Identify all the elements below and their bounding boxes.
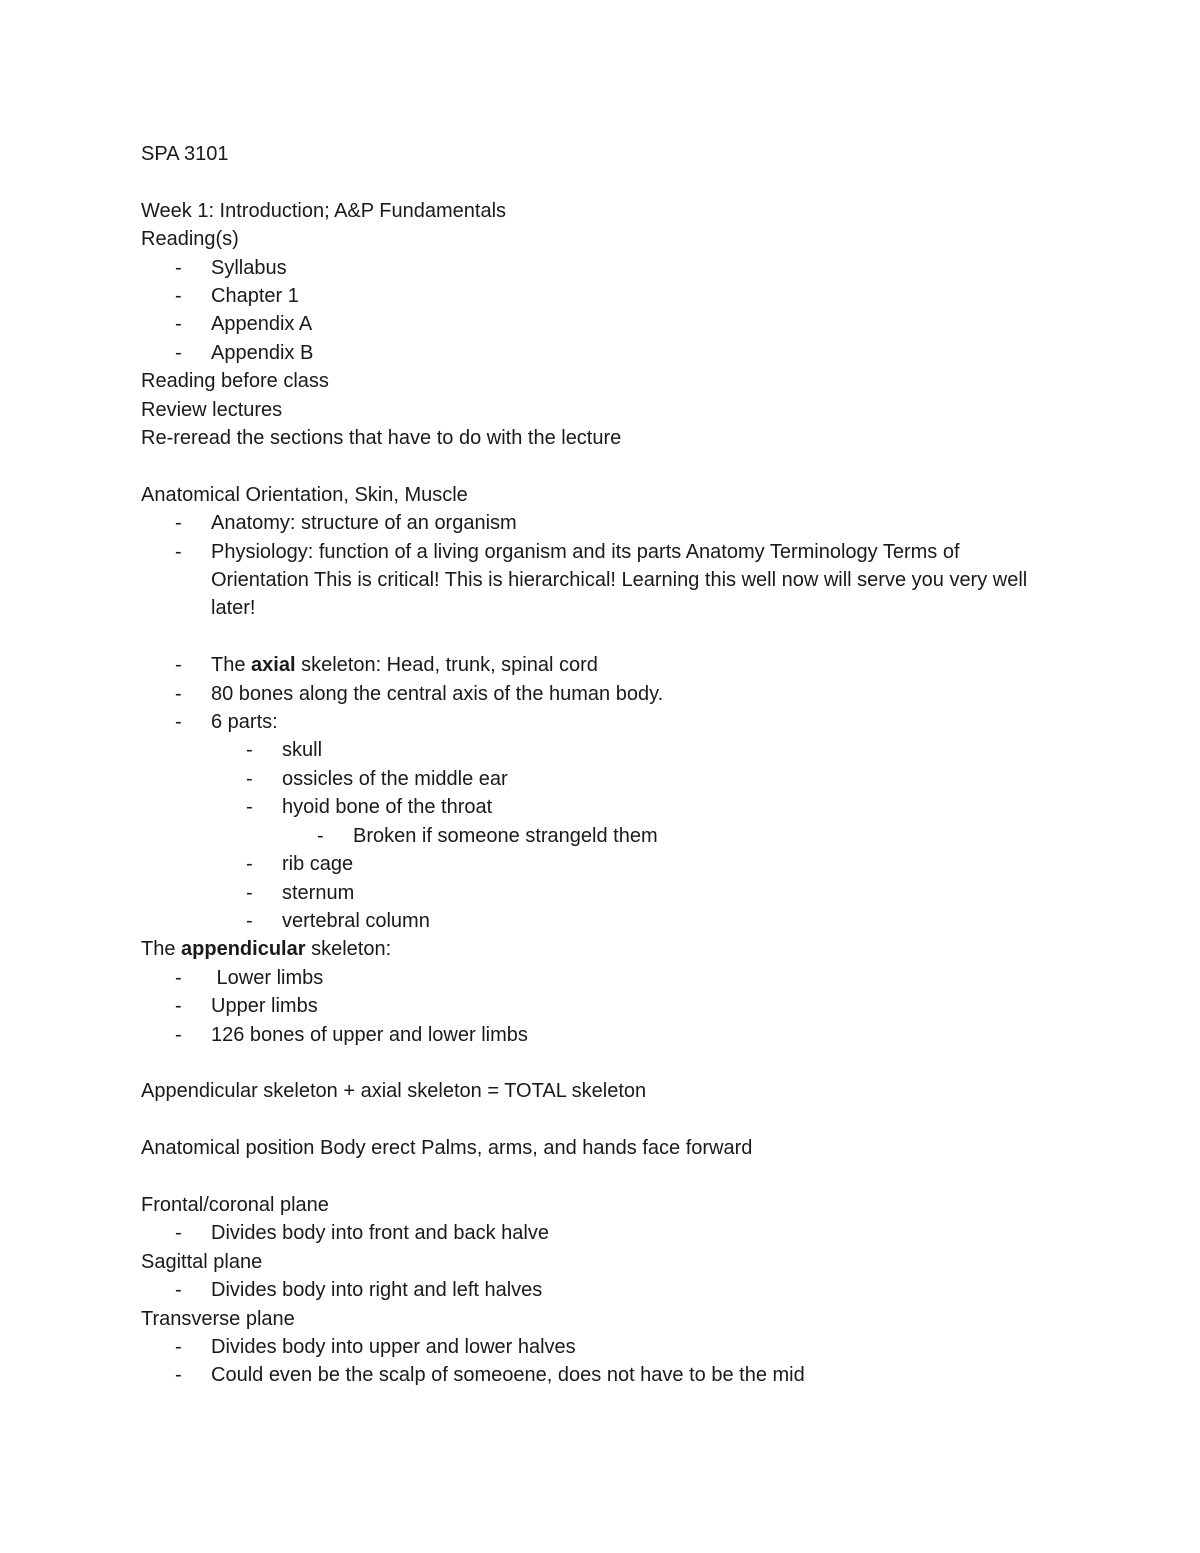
appendicular-bold: appendicular (181, 938, 306, 961)
plane-item (141, 1276, 1061, 1304)
dash-marker: - (175, 711, 182, 734)
dash-marker: - (317, 824, 324, 847)
axial-part-text: hyoid bone of the throat (282, 796, 493, 819)
appendicular-item-text: 126 bones of upper and lower limbs (211, 1023, 528, 1046)
appendicular-pre: The (141, 938, 182, 961)
appendicular-item (141, 992, 1061, 1020)
axial-item (141, 651, 1061, 679)
dash-marker: - (175, 654, 182, 677)
dash-marker: - (175, 1279, 182, 1302)
frontal-plane-heading: Frontal/coronal plane (141, 1193, 329, 1216)
axial-part-item (141, 736, 1061, 764)
definition-item (141, 509, 1061, 537)
tip-line: Reading before class (141, 370, 329, 393)
axial-bold: axial (251, 654, 296, 677)
dash-marker: - (246, 909, 253, 932)
dash-marker: - (175, 540, 182, 563)
axial-part-item (141, 850, 1061, 878)
document-page (141, 140, 1061, 1390)
dash-marker: - (246, 881, 253, 904)
dash-marker: - (175, 313, 182, 336)
hyoid-note: Broken if someone strangeld them (353, 824, 658, 847)
dash-marker: - (175, 285, 182, 308)
transverse-plane-desc: Could even be the scalp of someoene, does not have to be the mid (211, 1364, 805, 1387)
axial-parts-label: 6 parts: (211, 711, 278, 734)
definition-item (141, 538, 1061, 623)
week-heading: Week 1: Introduction; A&P Fundamentals (141, 199, 507, 222)
dash-marker: - (175, 1023, 182, 1046)
axial-post: skeleton: Head, trunk, spinal cord (295, 654, 598, 677)
axial-part-text: ossicles of the middle ear (282, 767, 508, 790)
physiology-definition: Physiology: function of a living organism and its parts Anatomy Terminology Terms of Orientation This is critical! This is hierarchical! Learning this well now will serve you very well later! (211, 540, 1028, 620)
sagittal-plane-heading: Sagittal plane (141, 1250, 263, 1273)
plane-item (141, 1361, 1061, 1389)
total-skeleton-line: Appendicular skeleton + axial skeleton = TOTAL skeleton (141, 1080, 647, 1103)
reading-item-text: Syllabus (211, 256, 287, 279)
dash-marker: - (175, 512, 182, 535)
reading-item-text: Appendix B (211, 341, 314, 364)
reading-item (141, 310, 1061, 338)
plane-item (141, 1219, 1061, 1247)
section-heading: Anatomical Orientation, Skin, Muscle (141, 483, 468, 506)
dash-marker: - (175, 1335, 182, 1358)
axial-definition (211, 651, 1061, 679)
transverse-plane-heading: Transverse plane (141, 1307, 295, 1330)
sagittal-plane-desc: Divides body into right and left halves (211, 1279, 543, 1302)
dash-marker: - (246, 796, 253, 819)
blank-line (141, 623, 1061, 651)
axial-part-text: skull (282, 739, 323, 762)
blank-line (141, 1163, 1061, 1191)
appendicular-item-text: Lower limbs (211, 966, 324, 989)
dash-marker: - (246, 739, 253, 762)
axial-subpart-item (141, 822, 1061, 850)
reading-item-text: Chapter 1 (211, 285, 299, 308)
appendicular-heading (141, 935, 1061, 963)
axial-part-item (141, 879, 1061, 907)
reading-item (141, 282, 1061, 310)
dash-marker: - (175, 995, 182, 1018)
axial-part-text: sternum (282, 881, 355, 904)
dash-marker: - (246, 767, 253, 790)
dash-marker: - (175, 1364, 182, 1387)
frontal-plane-desc: Divides body into front and back halve (211, 1222, 549, 1245)
appendicular-item-text: Upper limbs (211, 995, 318, 1018)
axial-part-item (141, 907, 1061, 935)
reading-item (141, 254, 1061, 282)
readings-label: Reading(s) (141, 228, 239, 251)
dash-marker: - (175, 966, 182, 989)
appendicular-item (141, 964, 1061, 992)
axial-item (141, 680, 1061, 708)
appendicular-post: skeleton: (305, 938, 392, 961)
dash-marker: - (175, 341, 182, 364)
dash-marker: - (246, 853, 253, 876)
axial-part-item (141, 765, 1061, 793)
transverse-plane-desc: Divides body into upper and lower halves (211, 1335, 576, 1358)
blank-line (141, 1049, 1061, 1077)
tip-line: Review lectures (141, 398, 283, 421)
axial-part-text: vertebral column (282, 909, 430, 932)
reading-item (141, 339, 1061, 367)
anatomical-position-line: Anatomical position Body erect Palms, arms, and hands face forward (141, 1137, 753, 1160)
reading-item-text: Appendix A (211, 313, 313, 336)
appendicular-item (141, 1021, 1061, 1049)
blank-line (141, 1106, 1061, 1134)
dash-marker: - (175, 682, 182, 705)
anatomy-definition: Anatomy: structure of an organism (211, 512, 517, 535)
axial-part-text: rib cage (282, 853, 354, 876)
axial-pre: The (211, 654, 252, 677)
axial-part-item (141, 793, 1061, 821)
plane-item (141, 1333, 1061, 1361)
axial-bones: 80 bones along the central axis of the human body. (211, 682, 664, 705)
course-title: SPA 3101 (141, 143, 229, 165)
dash-marker: - (175, 256, 182, 279)
blank-line (141, 168, 1061, 196)
blank-line (141, 452, 1061, 480)
tip-line: Re-reread the sections that have to do with the lecture (141, 427, 622, 450)
axial-item (141, 708, 1061, 736)
dash-marker: - (175, 1222, 182, 1245)
